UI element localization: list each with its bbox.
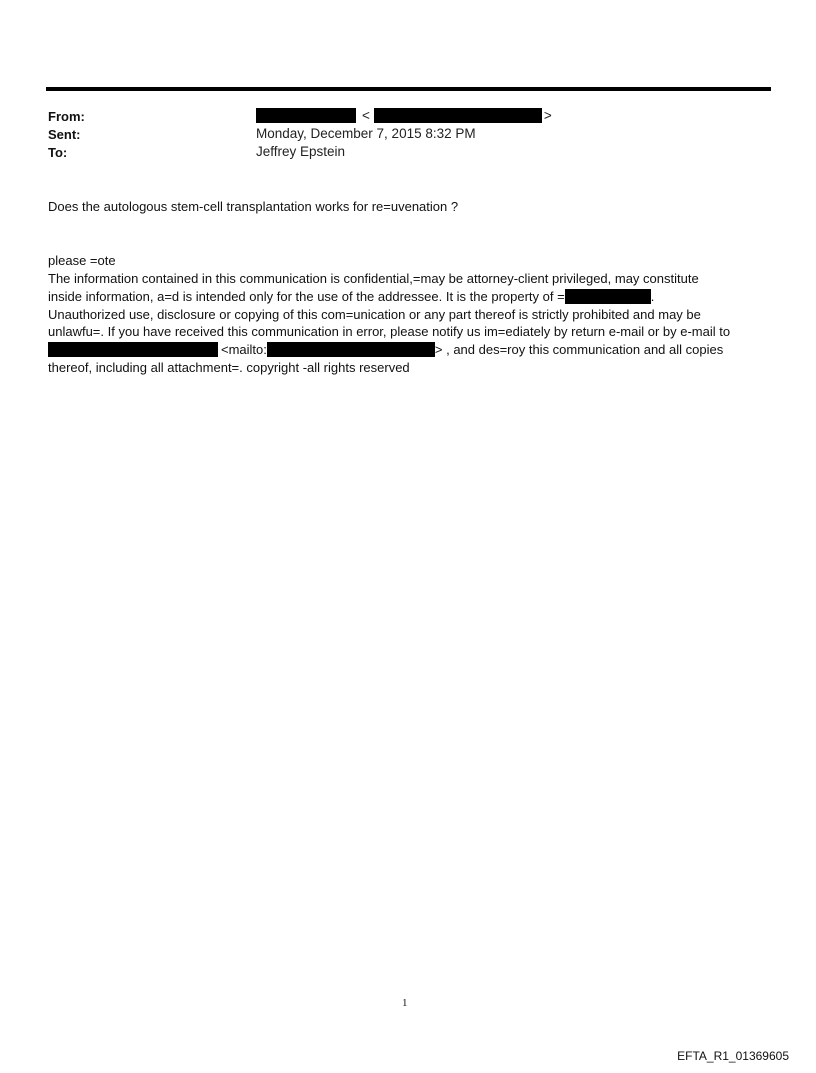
disclaimer-line-2-end: . xyxy=(650,289,655,304)
disclaimer-line-4: unlawfu=. If you have received this communication in error, please notify us im=ediately by return e-mail or by e-mail to xyxy=(48,324,731,339)
disclaimer-line-5-rest: > , and des=roy this communication and all copies xyxy=(434,342,724,357)
redaction-block xyxy=(374,108,542,123)
note-heading: please =ote xyxy=(48,253,116,268)
from-value xyxy=(256,108,552,123)
sent-value: Monday, December 7, 2015 8:32 PM xyxy=(256,126,476,141)
disclaimer-line-5 xyxy=(48,342,723,357)
disclaimer-line-2 xyxy=(48,289,654,304)
redaction-block xyxy=(48,342,218,357)
disclaimer-line-1: The information contained in this communication is confidential,=may be attorney-client privileged, may constitute xyxy=(48,271,699,286)
question-text: Does the autologous stem-cell transplantation works for re=uvenation ? xyxy=(48,199,459,214)
document-id: EFTA_R1_01369605 xyxy=(677,1049,789,1063)
redaction-block xyxy=(256,108,356,123)
redaction-block xyxy=(565,289,651,304)
to-value: Jeffrey Epstein xyxy=(256,144,346,159)
header-rule xyxy=(46,87,771,91)
disclaimer-line-3: Unauthorized use, disclosure or copying of this com=unication or any part thereof is strictly prohibited and may be xyxy=(48,307,701,322)
from-close-bracket: > xyxy=(543,108,552,123)
disclaimer-line-6: thereof, including all attachment=. copyright -all rights reserved xyxy=(48,360,410,375)
mailto-text: <mailto: xyxy=(221,342,267,357)
redaction-block xyxy=(267,342,435,357)
sent-label: Sent: xyxy=(48,127,81,142)
disclaimer-line-2-text: inside information, a=d is intended only for the use of the addressee. It is the property of = xyxy=(48,289,565,304)
to-label: To: xyxy=(48,145,68,160)
page-number: 1 xyxy=(402,997,408,1009)
from-label: From: xyxy=(48,109,85,124)
from-open-bracket: < xyxy=(362,108,370,123)
